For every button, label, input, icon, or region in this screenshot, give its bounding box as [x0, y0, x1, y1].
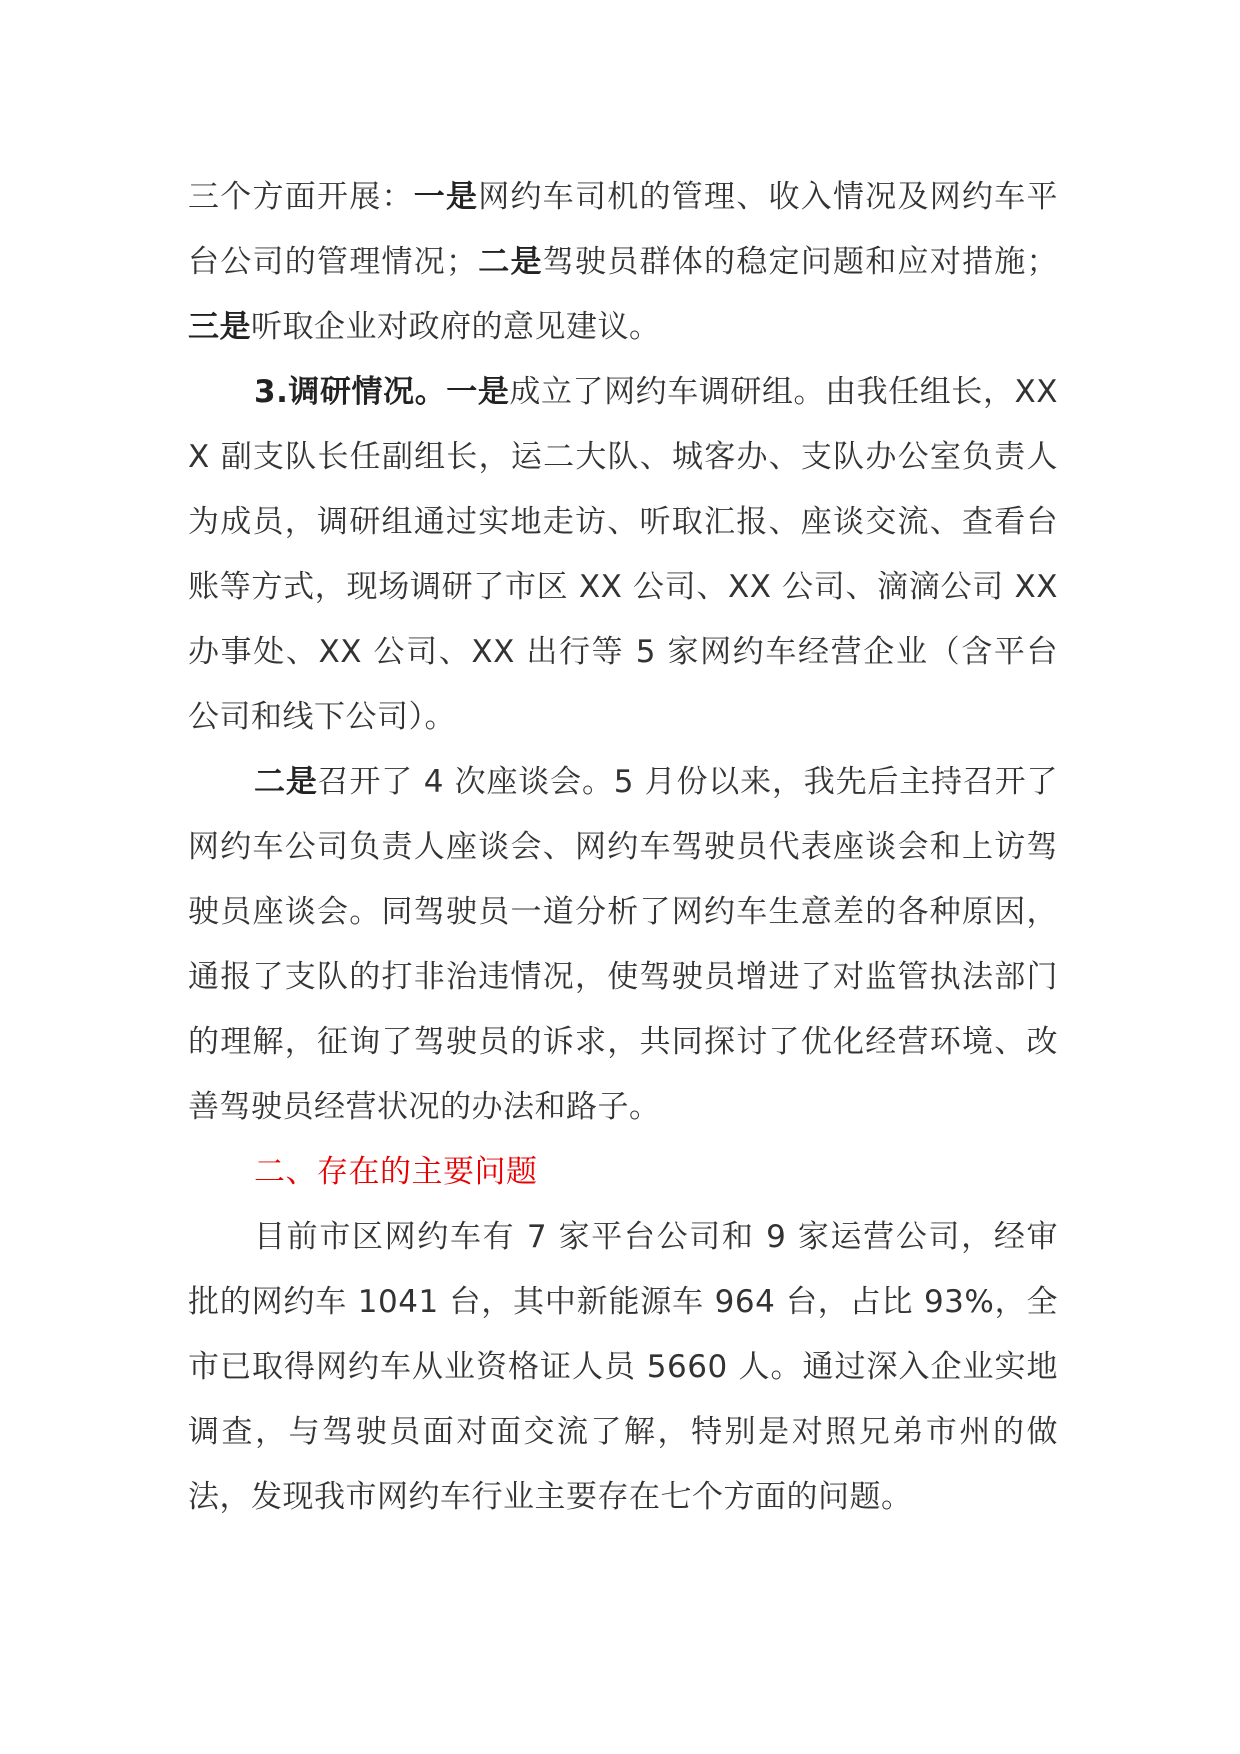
- text-run: 驾驶员群体的稳定问题和应对措施；: [542, 244, 1058, 280]
- emphasis-third: 三是: [188, 309, 251, 345]
- paragraph-research-scope: [188, 165, 1058, 360]
- emphasis-second: 二是: [477, 244, 543, 280]
- section-heading: 二、存在的主要问题: [254, 1154, 538, 1190]
- paragraph-research-status: [188, 360, 1058, 750]
- emphasis-second: 二是: [254, 764, 318, 800]
- paragraph-symposiums: [188, 750, 1058, 1140]
- text-run: 召开了 4 次座谈会。5 月份以来，我先后主持召开了网约车公司负责人座谈会、网约车驾驶员代表座谈会和上访驾驶员座谈会。同驾驶员一道分析了网约车生意差的各种原因，通报了支队的打非治违情况，使驾驶员增进了对监管执法部门的理解，征询了驾驶员的诉求，共同探讨了优化经营环境、改善驾驶员经营状况的办法和路子。: [188, 764, 1058, 1125]
- text-run: 三个方面开展：: [188, 179, 414, 215]
- document-body: [188, 165, 1058, 1530]
- emphasis-first: 一是: [413, 179, 479, 215]
- text-run: 网约车司机的管理、收入情况及网约车平台公司的管理情况；: [188, 179, 1058, 280]
- text-run: 目前市区网约车有 7 家平台公司和 9 家运营公司，经审批的网约车 1041 台，其中新能源车 964 台，占比 93%，全市已取得网约车从业资格证人员 5660 人。通过深入企业实地调查，与驾驶员面对面交流了解，特别是对照兄弟市州的做法，发现我市网约车行业主要存在七个方面的问题。: [188, 1219, 1058, 1515]
- paragraph-current-status: [188, 1205, 1058, 1530]
- section-subheading: 3.调研情况。一是: [254, 374, 510, 410]
- section-heading-main-problems: [188, 1140, 1058, 1205]
- text-run: 听取企业对政府的意见建议。: [251, 309, 661, 345]
- text-run: 成立了网约车调研组。由我任组长，XXX 副支队长任副组长，运二大队、城客办、支队办公室负责人为成员，调研组通过实地走访、听取汇报、座谈交流、查看台账等方式，现场调研了市区 XX 公司、XX 公司、滴滴公司 XX 办事处、XX 公司、XX 出行等 5 家网约车经营企业（含平台公司和线下公司）。: [188, 374, 1058, 735]
